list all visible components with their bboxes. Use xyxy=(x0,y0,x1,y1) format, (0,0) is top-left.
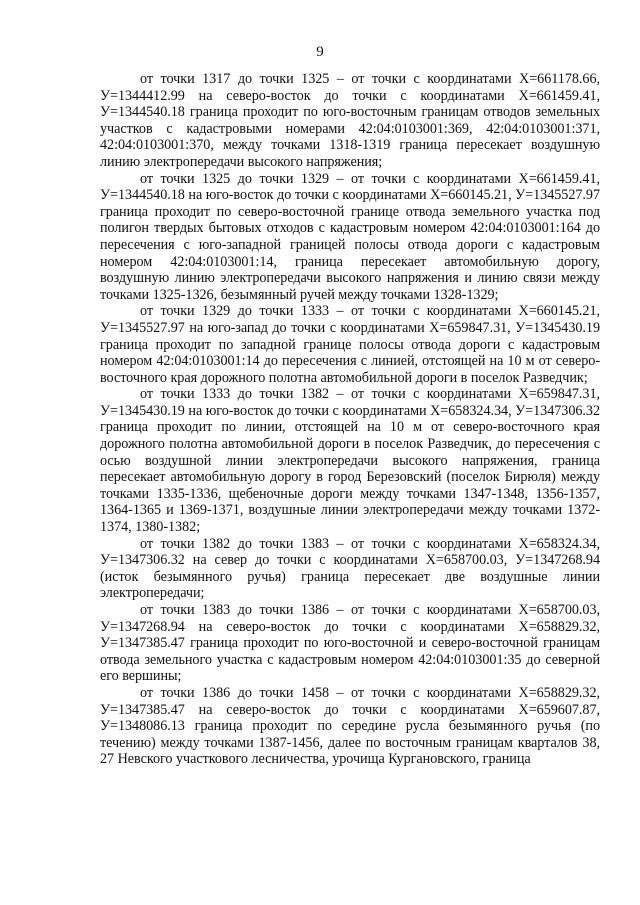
document-body xyxy=(100,71,600,768)
paragraph-segment-1329-1333: от точки 1329 до точки 1333 – от точки с координатами Х=660145.21, У=1345527.97 на юго-запад до точки с координатами Х=659847.31, У=1345430.19 граница проходит по западной границе полосы отвода дороги с кадастровым номером 42:04:0103001:14 до пересечения с линией, отстоящей на 10 м от северо-восточного края дорожного полотна автомобильной дороги в поселок Разведчик; xyxy=(100,303,600,386)
paragraph-segment-1325-1329: от точки 1325 до точки 1329 – от точки с координатами Х=661459.41, У=1344540.18 на юго-восток до точки с координатами Х=660145.21, У=1345527.97 граница проходит по северо-восточной границе отвода земельного участка под полигон твердых бытовых отходов с кадастровым номером 42:04:0103001:164 до пересечения с юго-западной границей полосы отвода дороги с кадастровым номером 42:04:0103001:14, граница пересекает автомобильную дорогу, воздушную линию электропередачи высокого напряжения и линию связи между точками 1325-1326, безымянный ручей между точками 1328-1329; xyxy=(100,170,600,303)
page-number: 9 xyxy=(316,44,324,60)
paragraph-segment-1382-1383: от точки 1382 до точки 1383 – от точки с координатами Х=658324.34, У=1347306.32 на север до точки с координатами Х=658700.03, У=1347268.94 (исток безымянного ручья) граница пересекает две воздушные линии электропередачи; xyxy=(100,535,600,602)
paragraph-segment-1386-1458: от точки 1386 до точки 1458 – от точки с координатами Х=658829.32, У=1347385.47 на северо-восток до точки с координатами Х=659607.87, У=1348086.13 граница проходит по середине русла безымянного ручья (по течению) между точками 1387-1456, далее по восточным границам кварталов 38, 27 Невского участкового лесничества, урочища Кургановского, граница xyxy=(100,684,600,768)
paragraph-segment-1383-1386: от точки 1383 до точки 1386 – от точки с координатами Х=658700.03, У=1347268.94 на северо-восток до точки с координатами Х=658829.32, У=1347385.47 граница проходит по юго-восточной и северо-восточной границам отвода земельного участка с кадастровым номером 42:04:0103001:35 до северной его вершины; xyxy=(100,602,600,685)
paragraph-segment-1317-1325: от точки 1317 до точки 1325 – от точки с координатами Х=661178.66, У=1344412.99 на северо-восток до точки с координатами Х=661459.41, У=1344540.18 граница проходит по юго-восточным границам отводов земельных участков с кадастровыми номерами 42:04:0103001:369, 42:04:0103001:371, 42:04:0103001:370, между точками 1318-1319 граница пересекает воздушную линию электропередачи высокого напряжения; xyxy=(100,71,600,170)
paragraph-segment-1333-1382: от точки 1333 до точки 1382 – от точки с координатами Х=659847.31, У=1345430.19 на юго-восток до точки с координатами Х=658324.34, У=1347306.32 граница проходит по линии, отстоящей на 10 м от северо-восточного края дорожного полотна автомобильной дороги в поселок Разведчик, до пересечения с осью воздушной линии электропередачи высокого напряжения, граница пересекает автомобильную дорогу в город Березовский (поселок Бирюля) между точками 1335-1336, щебеночные дороги между точками 1347-1348, 1356-1357, 1364-1365 и 1369-1371, воздушные линии электропередачи между точками 1372-1374, 1380-1382; xyxy=(100,386,600,536)
